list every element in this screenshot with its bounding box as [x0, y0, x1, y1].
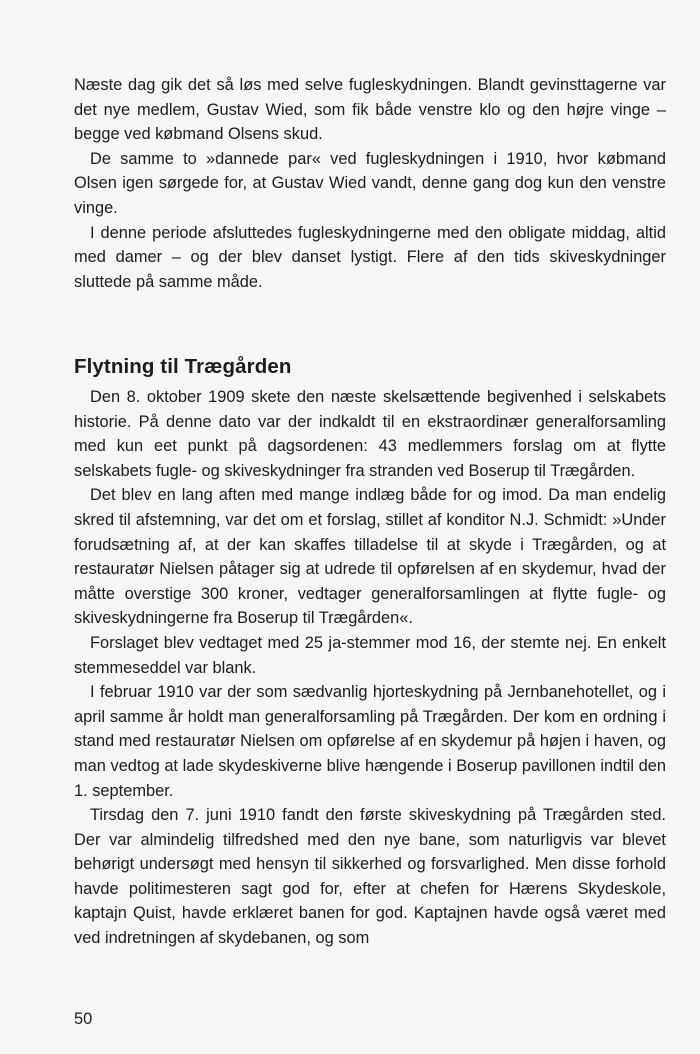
paragraph: Næste dag gik det så løs med selve fugleskydningen. Blandt gevinsttagerne var det nye medlem, Gustav Wied, som fik både venstre klo og den højre vinge – begge ved købmand Olsens skud.: [74, 76, 666, 144]
paragraph: Det blev en lang aften med mange indlæg både for og imod. Da man endelig skred til afstemning, var det om et forslag, stillet af konditor N.J. Schmidt: »Under forudsætning af, at der kan skaffes tilladelse til at skyde i Trægården, og at restauratør Nielsen påtager sig at udrede til opførelsen af en skydemur, hvad der måtte overstige 300 kroner, vedtager generalforsamlingen at flytte fugle- og skiveskydningerne fra Boserup til Trægården«.: [74, 486, 666, 628]
paragraph: I denne periode afsluttedes fugleskydningerne med den obligate middag, altid med damer – og der blev danset lystigt. Flere af den tids skiveskydninger sluttede på samme måde.: [74, 223, 666, 291]
section-heading: Flytning til Trægården: [74, 355, 292, 378]
paragraph: Forslaget blev vedtaget med 25 ja-stemmer mod 16, der stemte nej. En enkelt stemmeseddel var blank.: [74, 633, 666, 677]
paragraph: Den 8. oktober 1909 skete den næste skelsættende begivenhed i selskabets historie. På denne dato var der indkaldt til en ekstraordinær generalforsamling med kun eet punkt på dagsordenen: 43 medlemmers forslag om at flytte selskabets fugle- og skiveskydninger fra stranden ved Boserup til Trægården.: [74, 388, 666, 480]
page-number: 50: [74, 1010, 93, 1028]
paragraph: Tirsdag den 7. juni 1910 fandt den første skiveskydning på Trægården sted. Der var almindelig tilfredshed med den nye bane, som naturligvis var blevet behørigt undersøgt med hensyn til sikkerhed og forsvarlighed. Men disse forhold havde politimesteren sagt god for, efter at chefen for Hærens Skydeskole, kaptajn Quist, havde erklæret banen for god. Kaptajnen havde også været med ved indretningen af skydebanen, og som: [74, 806, 666, 948]
paragraph: De samme to »dannede par« ved fugleskydningen i 1910, hvor købmand Olsen igen sørgede for, at Gustav Wied vandt, denne gang dog kun den venstre vinge.: [74, 149, 666, 217]
section-body: [74, 385, 666, 951]
intro-section: [74, 73, 666, 294]
paragraph: I februar 1910 var der som sædvanlig hjorteskydning på Jernbanehotellet, og i april samme år holdt man generalforsamling på Trægården. Der kom en ordning i stand med restauratør Nielsen om opførelse af en skydemur på højen i haven, og man vedtog at lade skydeskiverne blive hængende i Boserup pavillonen indtil den 1. september.: [74, 683, 666, 800]
